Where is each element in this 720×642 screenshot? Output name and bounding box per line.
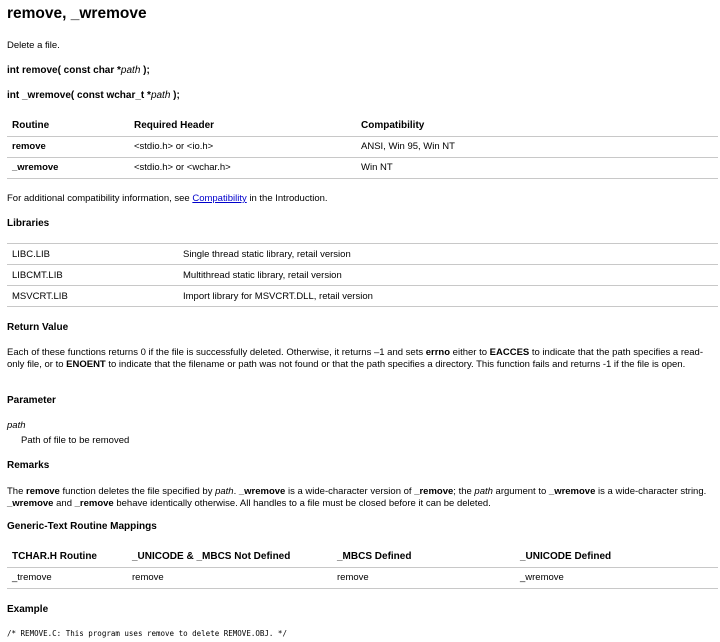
column-header: Routine (12, 119, 50, 131)
column-header: _MBCS Defined (337, 550, 412, 562)
table-row (7, 265, 718, 286)
parameter-name: path (7, 420, 26, 431)
table-row (7, 136, 718, 157)
library-name: LIBC.LIB (12, 248, 51, 260)
prototype-wremove: int _wremove( const wchar_t *path ); (7, 90, 180, 101)
table-row (7, 157, 718, 178)
library-name: MSVCRT.LIB (12, 290, 68, 302)
section-heading-parameter: Parameter (7, 395, 56, 406)
page-title: remove, _wremove (7, 5, 147, 22)
required-header: <stdio.h> or <wchar.h> (134, 162, 231, 173)
prototype-remove: int remove( const char *path ); (7, 65, 150, 76)
routine-name: remove (12, 141, 46, 152)
parameter-description: Path of file to be removed (21, 435, 130, 446)
compatibility: Win NT (361, 162, 393, 173)
section-heading-return-value: Return Value (7, 322, 69, 333)
table-row (7, 244, 718, 265)
column-header: _UNICODE Defined (520, 550, 612, 562)
libraries-table (7, 243, 718, 307)
table-row (7, 286, 718, 307)
compatibility-note: For additional compatibility information, see Compatibility in the Introduction. (7, 193, 328, 204)
table-header-row (7, 115, 718, 136)
routine-name: _wremove (12, 162, 59, 173)
mapping-cell: _wremove (520, 572, 564, 583)
library-name: LIBCMT.LIB (12, 269, 63, 281)
column-header: TCHAR.H Routine (12, 550, 97, 562)
mappings-table (7, 546, 718, 589)
column-header: Required Header (134, 119, 215, 131)
library-description: Single thread static library, retail version (183, 248, 351, 260)
library-description: Multithread static library, retail version (183, 269, 342, 281)
compatibility: ANSI, Win 95, Win NT (361, 141, 455, 152)
mapping-cell: _tremove (12, 572, 52, 583)
section-heading-mappings: Generic-Text Routine Mappings (7, 521, 157, 532)
example-code: /* REMOVE.C: This program uses remove to delete REMOVE.OBJ. */ (7, 629, 287, 638)
table-row (7, 567, 718, 588)
mapping-cell: remove (132, 572, 164, 583)
column-header: Compatibility (361, 119, 425, 131)
library-description: Import library for MSVCRT.DLL, retail version (183, 290, 373, 302)
column-header: _UNICODE & _MBCS Not Defined (132, 550, 291, 562)
summary-text: Delete a file. (7, 40, 60, 51)
section-heading-example: Example (7, 604, 49, 615)
param-path: path (150, 90, 171, 101)
routine-table (7, 115, 718, 179)
param-path: path (120, 65, 141, 76)
compatibility-link[interactable]: Compatibility (192, 193, 247, 204)
section-heading-libraries: Libraries (7, 218, 50, 229)
return-value-text: Each of these functions returns 0 if the file is successfully deleted. Otherwise, it returns –1 and sets errno either to EACCES to indicate that the path specifies a read-only file, or to ENOENT to indicate that the filename or path was not found or that the path specifies a directory. This function fails and returns -1 if the file is open. (7, 347, 703, 370)
section-heading-remarks: Remarks (7, 460, 50, 471)
table-header-row (7, 546, 718, 567)
remarks-text: The remove function deletes the file specified by path. _wremove is a wide-character version of _remove; the path argument to _wremove is a wide-character string. _wremove and _remove behave identically otherwise. All handles to a file must be closed before it can be deleted. (7, 486, 707, 509)
mapping-cell: remove (337, 572, 369, 583)
required-header: <stdio.h> or <io.h> (134, 141, 214, 152)
